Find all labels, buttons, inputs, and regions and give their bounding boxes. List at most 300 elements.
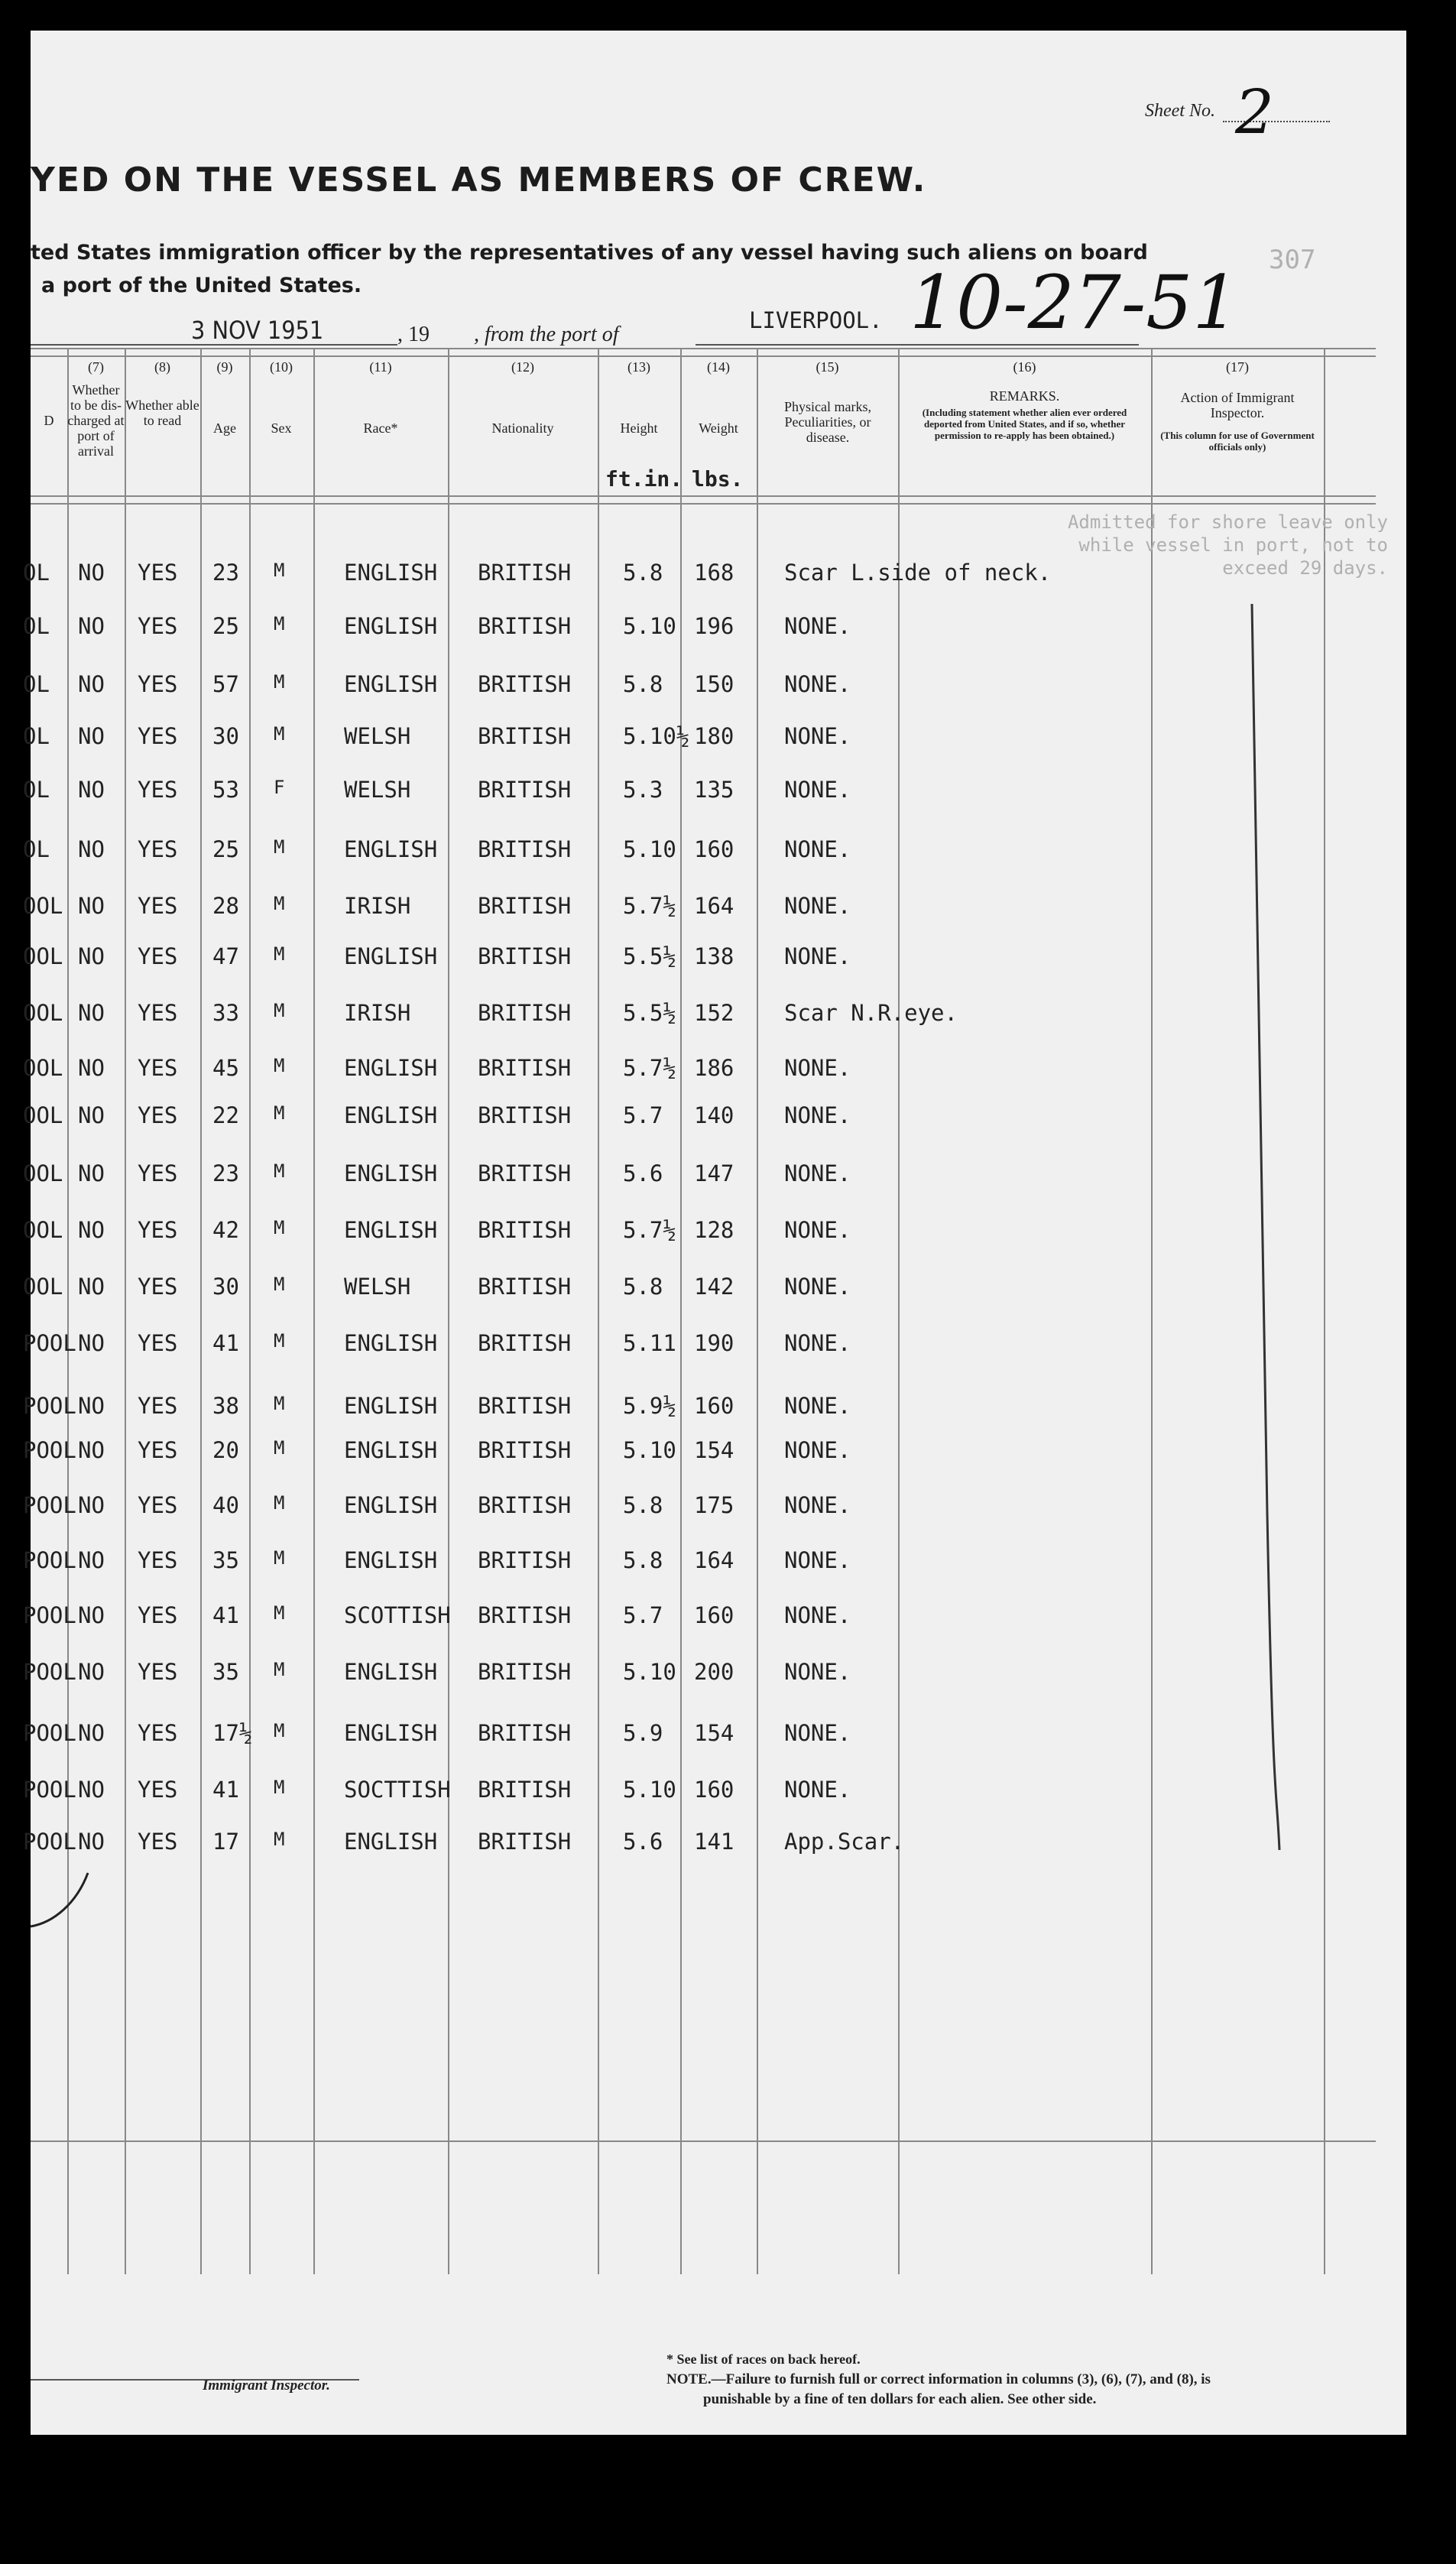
row-cell-sex: F — [274, 777, 285, 798]
row-cell-age: 23 — [212, 560, 239, 586]
row-cell-nat: BRITISH — [478, 723, 572, 749]
row-cell-age: 38 — [212, 1393, 239, 1419]
row-cell-sex: M — [274, 1160, 285, 1182]
header-bottom-rule-2 — [31, 503, 1376, 505]
row-cell-disch: NO — [78, 613, 105, 639]
row-cell-weight: 135 — [694, 777, 734, 803]
header-bottom-rule — [31, 495, 1376, 497]
col-num-9: (9) — [216, 359, 233, 375]
col-divider — [249, 348, 251, 2274]
row-cell-nat: BRITISH — [478, 1330, 572, 1356]
row-cell-sex: M — [274, 1602, 285, 1624]
row-cell-age: 30 — [212, 723, 239, 749]
row-cell-race: ENGLISH — [344, 1829, 438, 1855]
row-cell-disch: NO — [78, 1777, 105, 1803]
row-cell-read: YES — [138, 723, 178, 749]
row-cell-marks: NONE. — [784, 1720, 851, 1746]
row-cell-sex: M — [274, 613, 285, 635]
col-header-discharged: Whether to be dis-charged at port of arrival — [67, 382, 125, 459]
row-cell-marks: NONE. — [784, 1330, 851, 1356]
col-divider — [200, 348, 202, 2274]
col-header-age: Age — [213, 420, 236, 436]
row-cell-nat: BRITISH — [478, 613, 572, 639]
manifest-sheet — [23, 31, 1406, 2435]
row-cell-weight: 154 — [694, 1437, 734, 1463]
row-cell-read: YES — [138, 1547, 178, 1573]
sheet-number: 2 — [1235, 76, 1274, 148]
row-cell-weight: 152 — [694, 1000, 734, 1026]
col-divider — [67, 348, 69, 2274]
row-cell-age: 25 — [212, 613, 239, 639]
row-cell-read: YES — [138, 1777, 178, 1803]
row-cell-nat: BRITISH — [478, 1000, 572, 1026]
row-cell-weight: 180 — [694, 723, 734, 749]
remarks-note: (Including statement whether alien ever ordered deported from United States, and if so, whether permission to re-apply has been obtained.) — [922, 407, 1127, 441]
row-cell-port: POOL — [23, 1393, 76, 1419]
row-cell-age: 45 — [212, 1055, 239, 1081]
row-cell-disch: NO — [78, 1437, 105, 1463]
row-cell-race: ENGLISH — [344, 1659, 438, 1685]
row-cell-age: 20 — [212, 1437, 239, 1463]
row-cell-disch: NO — [78, 1055, 105, 1081]
row-cell-weight: 154 — [694, 1720, 734, 1746]
row-cell-race: SCOTTISH — [344, 1602, 451, 1628]
col-header-marks: Physical marks, Peculiarities, or disease. — [784, 399, 871, 445]
row-cell-race: WELSH — [344, 723, 411, 749]
row-cell-marks: NONE. — [784, 1217, 851, 1243]
row-cell-disch: NO — [78, 1217, 105, 1243]
row-cell-port: POOL — [23, 1659, 76, 1685]
row-cell-disch: NO — [78, 777, 105, 803]
row-cell-race: ENGLISH — [344, 1437, 438, 1463]
row-cell-nat: BRITISH — [478, 1659, 572, 1685]
row-cell-height: 5.10 — [623, 1437, 676, 1463]
row-cell-nat: BRITISH — [478, 1102, 572, 1128]
row-cell-nat: BRITISH — [478, 560, 572, 586]
row-cell-port: OOL — [23, 1055, 63, 1081]
row-cell-height: 5.8 — [623, 671, 663, 697]
col-divider — [1151, 348, 1153, 2274]
row-cell-sex: M — [274, 1217, 285, 1238]
row-cell-age: 35 — [212, 1659, 239, 1685]
row-cell-height: 5.10½ — [623, 723, 690, 749]
row-cell-race: ENGLISH — [344, 943, 438, 969]
col-num-7: (7) — [88, 359, 104, 375]
row-cell-marks: NONE. — [784, 1547, 851, 1573]
row-cell-port: OL — [23, 560, 50, 586]
row-cell-age: 40 — [212, 1492, 239, 1518]
col-divider — [598, 348, 599, 2274]
row-cell-nat: BRITISH — [478, 1437, 572, 1463]
row-cell-port: OOL — [23, 943, 63, 969]
row-cell-race: SOCTTISH — [344, 1777, 451, 1803]
row-cell-weight: 128 — [694, 1217, 734, 1243]
row-cell-marks: NONE. — [784, 671, 851, 697]
row-cell-height: 5.8 — [623, 1274, 663, 1300]
col-divider — [125, 348, 126, 2274]
row-cell-disch: NO — [78, 1160, 105, 1186]
row-cell-weight: 147 — [694, 1160, 734, 1186]
row-cell-age: 28 — [212, 893, 239, 919]
row-cell-nat: BRITISH — [478, 1547, 572, 1573]
inspector-note: (This column for use of Government officials only) — [1160, 430, 1315, 453]
row-cell-disch: NO — [78, 1492, 105, 1518]
row-cell-read: YES — [138, 1492, 178, 1518]
row-cell-disch: NO — [78, 1547, 105, 1573]
from-port-label: , from the port of — [474, 323, 619, 346]
row-cell-age: 23 — [212, 1160, 239, 1186]
row-cell-port: POOL — [23, 1829, 76, 1855]
row-cell-weight: 150 — [694, 671, 734, 697]
row-cell-height: 5.8 — [623, 560, 663, 586]
row-cell-nat: BRITISH — [478, 1720, 572, 1746]
row-cell-read: YES — [138, 893, 178, 919]
row-cell-port: POOL — [23, 1720, 76, 1746]
row-cell-port: OOL — [23, 1160, 63, 1186]
row-cell-sex: M — [274, 943, 285, 965]
row-cell-marks: NONE. — [784, 1602, 851, 1628]
row-cell-height: 5.10 — [623, 1659, 676, 1685]
row-cell-disch: NO — [78, 1393, 105, 1419]
row-cell-port: POOL — [23, 1777, 76, 1803]
row-cell-port: OL — [23, 777, 50, 803]
col-num-17: (17) — [1226, 359, 1249, 375]
row-cell-race: ENGLISH — [344, 1720, 438, 1746]
row-cell-read: YES — [138, 777, 178, 803]
row-cell-nat: BRITISH — [478, 1160, 572, 1186]
handwritten-date: 10-27-51 — [910, 260, 1240, 346]
row-cell-sex: M — [274, 560, 285, 581]
row-cell-race: ENGLISH — [344, 1492, 438, 1518]
row-cell-height: 5.8 — [623, 1492, 663, 1518]
row-cell-port: POOL — [23, 1330, 76, 1356]
row-cell-age: 17½ — [212, 1720, 253, 1746]
row-cell-race: ENGLISH — [344, 1217, 438, 1243]
row-cell-race: WELSH — [344, 777, 411, 803]
row-cell-nat: BRITISH — [478, 1393, 572, 1419]
row-cell-disch: NO — [78, 723, 105, 749]
row-cell-sex: M — [274, 1102, 285, 1124]
row-cell-weight: 200 — [694, 1659, 734, 1685]
row-cell-read: YES — [138, 1602, 178, 1628]
row-cell-sex: M — [274, 836, 285, 858]
row-cell-weight: 160 — [694, 836, 734, 862]
col-header-inspector: Action of Immigrant Inspector. — [1180, 390, 1295, 420]
row-cell-age: 47 — [212, 943, 239, 969]
col-num-14: (14) — [707, 359, 730, 375]
row-cell-weight: 164 — [694, 893, 734, 919]
row-cell-height: 5.7½ — [623, 893, 676, 919]
col-header-sex: Sex — [271, 420, 292, 436]
row-cell-port: POOL — [23, 1547, 76, 1573]
row-cell-marks: NONE. — [784, 1437, 851, 1463]
row-cell-sex: M — [274, 1547, 285, 1569]
col-divider — [1324, 348, 1325, 2274]
row-cell-race: WELSH — [344, 1274, 411, 1300]
row-cell-read: YES — [138, 1829, 178, 1855]
row-cell-sex: M — [274, 1000, 285, 1021]
row-cell-nat: BRITISH — [478, 671, 572, 697]
row-cell-nat: BRITISH — [478, 893, 572, 919]
row-cell-disch: NO — [78, 1720, 105, 1746]
row-cell-port: OL — [23, 836, 50, 862]
row-cell-port: OOL — [23, 1274, 63, 1300]
row-cell-marks: NONE. — [784, 1102, 851, 1128]
row-cell-read: YES — [138, 1160, 178, 1186]
row-cell-marks: NONE. — [784, 777, 851, 803]
date-year-prefix: , 19 — [397, 323, 430, 346]
row-cell-read: YES — [138, 1055, 178, 1081]
row-cell-disch: NO — [78, 1274, 105, 1300]
row-cell-nat: BRITISH — [478, 1217, 572, 1243]
row-cell-race: IRISH — [344, 893, 411, 919]
table-top-rule — [31, 348, 1376, 349]
row-cell-sex: M — [274, 1659, 285, 1680]
row-cell-height: 5.6 — [623, 1160, 663, 1186]
row-cell-weight: 196 — [694, 613, 734, 639]
row-cell-race: ENGLISH — [344, 1547, 438, 1573]
row-cell-race: ENGLISH — [344, 1102, 438, 1128]
row-cell-age: 35 — [212, 1547, 239, 1573]
height-unit: ft.in. — [605, 466, 683, 492]
row-cell-marks: App.Scar. — [784, 1829, 905, 1855]
sheet-number-label: Sheet No. — [1145, 101, 1215, 121]
row-cell-height: 5.8 — [623, 1547, 663, 1573]
row-cell-age: 41 — [212, 1602, 239, 1628]
port-name: LIVERPOOL. — [749, 307, 883, 333]
row-cell-read: YES — [138, 560, 178, 586]
row-cell-sex: M — [274, 1829, 285, 1850]
row-cell-disch: NO — [78, 1330, 105, 1356]
table-top-rule-2 — [31, 355, 1376, 357]
row-cell-marks: NONE. — [784, 836, 851, 862]
row-cell-weight: 160 — [694, 1393, 734, 1419]
row-cell-disch: NO — [78, 1602, 105, 1628]
col-header-read: Whether able to read — [125, 398, 199, 428]
row-cell-disch: NO — [78, 671, 105, 697]
row-cell-disch: NO — [78, 836, 105, 862]
row-cell-weight: 186 — [694, 1055, 734, 1081]
row-cell-read: YES — [138, 1000, 178, 1026]
col-num-8: (8) — [154, 359, 170, 375]
row-cell-sex: M — [274, 1330, 285, 1352]
weight-unit: lbs. — [692, 466, 744, 492]
row-cell-sex: M — [274, 1274, 285, 1295]
row-cell-height: 5.11 — [623, 1330, 676, 1356]
row-cell-height: 5.7½ — [623, 1217, 676, 1243]
row-cell-marks: Scar L.side of neck. — [784, 560, 1052, 586]
row-cell-height: 5.3 — [623, 777, 663, 803]
col-header-weight: Weight — [699, 420, 738, 436]
row-cell-height: 5.5½ — [623, 1000, 676, 1026]
row-cell-sex: M — [274, 1055, 285, 1076]
row-cell-nat: BRITISH — [478, 777, 572, 803]
row-cell-race: ENGLISH — [344, 1160, 438, 1186]
row-cell-height: 5.9 — [623, 1720, 663, 1746]
row-cell-nat: BRITISH — [478, 943, 572, 969]
col-divider — [313, 348, 315, 2274]
row-cell-read: YES — [138, 1274, 178, 1300]
row-cell-read: YES — [138, 1102, 178, 1128]
row-cell-height: 5.10 — [623, 836, 676, 862]
page-title: YED ON THE VESSEL AS MEMBERS OF CREW. — [31, 161, 927, 200]
row-cell-age: 53 — [212, 777, 239, 803]
row-cell-weight: 141 — [694, 1829, 734, 1855]
row-cell-height: 5.5½ — [623, 943, 676, 969]
col-num-11: (11) — [369, 359, 392, 375]
row-cell-read: YES — [138, 1330, 178, 1356]
row-cell-weight: 138 — [694, 943, 734, 969]
row-cell-marks: NONE. — [784, 893, 851, 919]
row-cell-disch: NO — [78, 1102, 105, 1128]
row-cell-race: ENGLISH — [344, 613, 438, 639]
col-header-nationality: Nationality — [491, 420, 554, 436]
row-cell-nat: BRITISH — [478, 1829, 572, 1855]
col-divider — [680, 348, 682, 2274]
row-cell-nat: BRITISH — [478, 1055, 572, 1081]
row-cell-read: YES — [138, 1217, 178, 1243]
col-header-port: D — [44, 413, 54, 428]
col-num-10: (10) — [270, 359, 293, 375]
row-cell-age: 17 — [212, 1829, 239, 1855]
row-cell-port: OOL — [23, 1000, 63, 1026]
row-cell-disch: NO — [78, 560, 105, 586]
row-cell-nat: BRITISH — [478, 1274, 572, 1300]
row-cell-height: 5.10 — [623, 613, 676, 639]
row-cell-marks: NONE. — [784, 723, 851, 749]
row-cell-marks: NONE. — [784, 943, 851, 969]
row-cell-sex: M — [274, 1393, 285, 1414]
row-cell-weight: 164 — [694, 1547, 734, 1573]
row-cell-height: 5.7 — [623, 1602, 663, 1628]
row-cell-height: 5.6 — [623, 1829, 663, 1855]
row-cell-disch: NO — [78, 1829, 105, 1855]
row-cell-read: YES — [138, 1720, 178, 1746]
row-cell-disch: NO — [78, 1000, 105, 1026]
row-cell-port: POOL — [23, 1492, 76, 1518]
col-num-13: (13) — [627, 359, 650, 375]
row-cell-port: POOL — [23, 1602, 76, 1628]
row-cell-disch: NO — [78, 943, 105, 969]
row-cell-marks: NONE. — [784, 1160, 851, 1186]
row-cell-race: IRISH — [344, 1000, 411, 1026]
row-cell-weight: 175 — [694, 1492, 734, 1518]
row-cell-height: 5.9½ — [623, 1393, 676, 1419]
row-cell-height: 5.10 — [623, 1777, 676, 1803]
row-cell-nat: BRITISH — [478, 1602, 572, 1628]
row-cell-age: 30 — [212, 1274, 239, 1300]
col-divider — [898, 348, 900, 2274]
row-cell-weight: 190 — [694, 1330, 734, 1356]
row-cell-sex: M — [274, 1720, 285, 1741]
row-cell-marks: NONE. — [784, 1492, 851, 1518]
note-line1: NOTE.—Failure to furnish full or correct information in columns (3), (6), (7), and (8), is — [666, 2371, 1211, 2387]
row-cell-weight: 140 — [694, 1102, 734, 1128]
row-cell-sex: M — [274, 1437, 285, 1459]
inspector-signature-label: Immigrant Inspector. — [203, 2377, 330, 2394]
row-cell-read: YES — [138, 1659, 178, 1685]
remark-row1: Admitted for shore leave only while vessel in port, not to exceed 29 days. — [1067, 511, 1388, 579]
row-cell-weight: 160 — [694, 1602, 734, 1628]
row-cell-read: YES — [138, 1393, 178, 1419]
row-cell-nat: BRITISH — [478, 836, 572, 862]
row-cell-port: OOL — [23, 1217, 63, 1243]
edge-mark — [23, 1865, 99, 1942]
row-cell-port: OOL — [23, 1102, 63, 1128]
row-cell-nat: BRITISH — [478, 1777, 572, 1803]
row-cell-marks: Scar N.R.eye. — [784, 1000, 958, 1026]
col-header-race: Race* — [363, 420, 398, 436]
row-cell-age: 41 — [212, 1330, 239, 1356]
row-cell-port: POOL — [23, 1437, 76, 1463]
row-cell-age: 22 — [212, 1102, 239, 1128]
row-cell-port: OOL — [23, 893, 63, 919]
subtitle-line2: a port of the United States. — [41, 274, 362, 297]
row-cell-marks: NONE. — [784, 1274, 851, 1300]
row-cell-port: OL — [23, 723, 50, 749]
row-cell-read: YES — [138, 613, 178, 639]
row-cell-read: YES — [138, 943, 178, 969]
row-cell-sex: M — [274, 1492, 285, 1514]
corner-number: 307 — [1269, 245, 1316, 275]
row-cell-race: ENGLISH — [344, 1055, 438, 1081]
row-cell-weight: 168 — [694, 560, 734, 586]
row-cell-height: 5.7½ — [623, 1055, 676, 1081]
row-cell-nat: BRITISH — [478, 1492, 572, 1518]
row-cell-age: 41 — [212, 1777, 239, 1803]
col-header-remarks: REMARKS. — [989, 388, 1060, 404]
row-cell-read: YES — [138, 836, 178, 862]
table-bottom-rule — [31, 2140, 1376, 2142]
col-num-16: (16) — [1013, 359, 1036, 375]
row-cell-weight: 160 — [694, 1777, 734, 1803]
row-cell-marks: NONE. — [784, 1659, 851, 1685]
row-cell-port: OL — [23, 613, 50, 639]
row-cell-race: ENGLISH — [344, 836, 438, 862]
col-num-15: (15) — [816, 359, 839, 375]
row-cell-race: ENGLISH — [344, 1393, 438, 1419]
row-cell-age: 33 — [212, 1000, 239, 1026]
row-cell-marks: NONE. — [784, 1393, 851, 1419]
col-num-12: (12) — [511, 359, 534, 375]
col-header-height: Height — [620, 420, 658, 436]
row-cell-race: ENGLISH — [344, 1330, 438, 1356]
subtitle-line1: ted States immigration officer by the representatives of any vessel having such aliens on board — [31, 241, 1148, 265]
row-cell-sex: M — [274, 671, 285, 693]
row-cell-height: 5.7 — [623, 1102, 663, 1128]
row-cell-marks: NONE. — [784, 613, 851, 639]
note-line2: punishable by a fine of ten dollars for each alien. See other side. — [703, 2391, 1097, 2407]
races-note: * See list of races on back hereof. — [666, 2351, 861, 2367]
stamp-date: 3 NOV 1951 — [191, 316, 324, 345]
row-cell-weight: 142 — [694, 1274, 734, 1300]
col-divider — [448, 348, 449, 2274]
row-cell-marks: NONE. — [784, 1777, 851, 1803]
row-cell-read: YES — [138, 1437, 178, 1463]
row-cell-read: YES — [138, 671, 178, 697]
row-cell-sex: M — [274, 723, 285, 745]
row-cell-disch: NO — [78, 893, 105, 919]
inspector-mark — [1246, 596, 1292, 1858]
row-cell-race: ENGLISH — [344, 671, 438, 697]
col-divider — [757, 348, 758, 2274]
row-cell-port: OL — [23, 671, 50, 697]
row-cell-race: ENGLISH — [344, 560, 438, 586]
row-cell-sex: M — [274, 1777, 285, 1798]
row-cell-disch: NO — [78, 1659, 105, 1685]
row-cell-marks: NONE. — [784, 1055, 851, 1081]
row-cell-age: 25 — [212, 836, 239, 862]
